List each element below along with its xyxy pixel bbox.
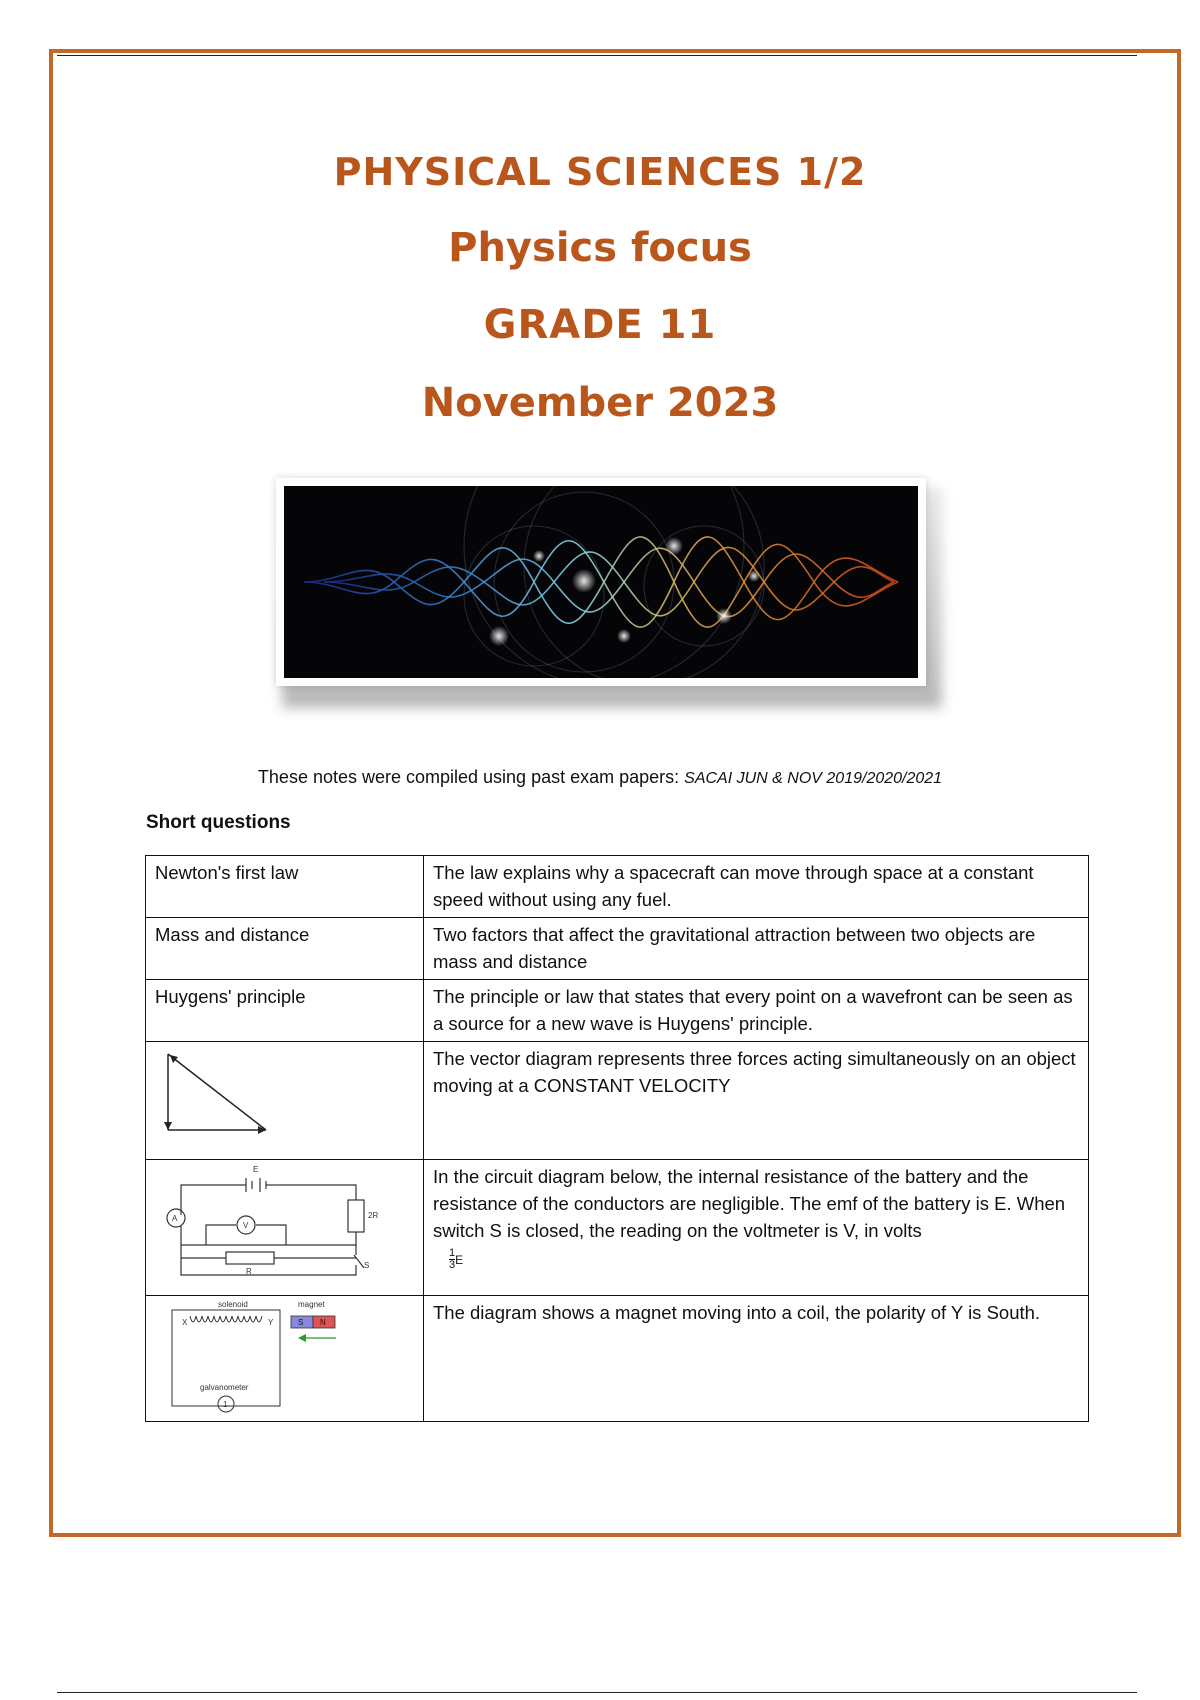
description-cell: The law explains why a spacecraft can move through space at a constant speed without using any fuel. xyxy=(424,856,1089,918)
description-cell: The diagram shows a magnet moving into a coil, the polarity of Y is South. xyxy=(424,1296,1089,1422)
coil-y-label: Y xyxy=(268,1318,274,1327)
term-cell: Mass and distance xyxy=(146,918,424,980)
date-title: November 2023 xyxy=(421,380,779,426)
galvanometer-label: galvanometer xyxy=(200,1383,249,1392)
fraction-variable: E xyxy=(455,1253,464,1267)
description-cell xyxy=(424,1160,1089,1296)
term-cell: Newton's first law xyxy=(146,856,424,918)
bottom-rule xyxy=(57,1692,1137,1693)
table-row xyxy=(146,1296,1089,1422)
description-cell: The principle or law that states that every point on a wavefront can be seen as a source for a new wave is Huygens' principle. xyxy=(424,980,1089,1042)
banner-frame xyxy=(276,478,926,686)
short-questions-table xyxy=(145,855,1089,1422)
table-row xyxy=(146,856,1089,918)
resistor-2r xyxy=(348,1200,364,1232)
magnet-s-label: S xyxy=(298,1318,304,1327)
emf-label: E xyxy=(253,1165,259,1174)
circuit-diagram-cell xyxy=(146,1160,424,1296)
table-row xyxy=(146,918,1089,980)
sources-prefix: These notes were compiled using past exam papers: xyxy=(257,767,685,787)
coil-x-label: X xyxy=(182,1318,188,1327)
circuit-description: In the circuit diagram below, the internal resistance of the battery and the resistance of the conductors are negligible. The emf of the battery is E. When switch S is closed, the reading on the voltmeter is V, in volts xyxy=(433,1166,1066,1241)
fraction: $\frac{1}{3}$ xyxy=(449,1246,456,1271)
ammeter-label: A xyxy=(172,1214,178,1223)
banner-figure xyxy=(276,478,936,708)
svg-text:1: 1 xyxy=(223,1400,228,1409)
magnet-label: magnet xyxy=(298,1300,325,1309)
magnet-n-label: N xyxy=(320,1318,326,1327)
coil-diagram-cell xyxy=(146,1296,424,1422)
wave-banner-image xyxy=(284,486,918,678)
answer-fraction xyxy=(445,1244,1079,1274)
description-cell: The vector diagram represents three forces acting simultaneously on an object moving at a CONSTANT VELOCITY xyxy=(424,1042,1089,1160)
coil-magnet-diagram xyxy=(146,1296,401,1414)
sources-note xyxy=(0,767,1200,788)
section-heading: Short questions xyxy=(146,812,291,833)
focus-title: Physics focus xyxy=(448,225,752,271)
subject-title: PHYSICAL SCIENCES 1/2 xyxy=(333,150,867,194)
table-row xyxy=(146,980,1089,1042)
grade-title: GRADE 11 xyxy=(483,302,717,348)
solenoid-label: solenoid xyxy=(218,1300,248,1309)
top-rule xyxy=(57,55,1137,56)
sources-list: SACAI JUN & NOV 2019/2020/2021 xyxy=(684,770,943,787)
term-cell: Huygens' principle xyxy=(146,980,424,1042)
circuit-diagram xyxy=(146,1160,401,1288)
table-row xyxy=(146,1042,1089,1160)
description-cell: Two factors that affect the gravitational attraction between two objects are mass and distance xyxy=(424,918,1089,980)
vector-triangle-diagram xyxy=(146,1042,401,1152)
resistor-r-label: R xyxy=(246,1267,252,1276)
vector-diagram-cell xyxy=(146,1042,424,1160)
table-row xyxy=(146,1160,1089,1296)
switch-label: S xyxy=(364,1261,370,1270)
voltmeter-label: V xyxy=(243,1221,249,1230)
resistor-2r-label: 2R xyxy=(368,1211,379,1220)
